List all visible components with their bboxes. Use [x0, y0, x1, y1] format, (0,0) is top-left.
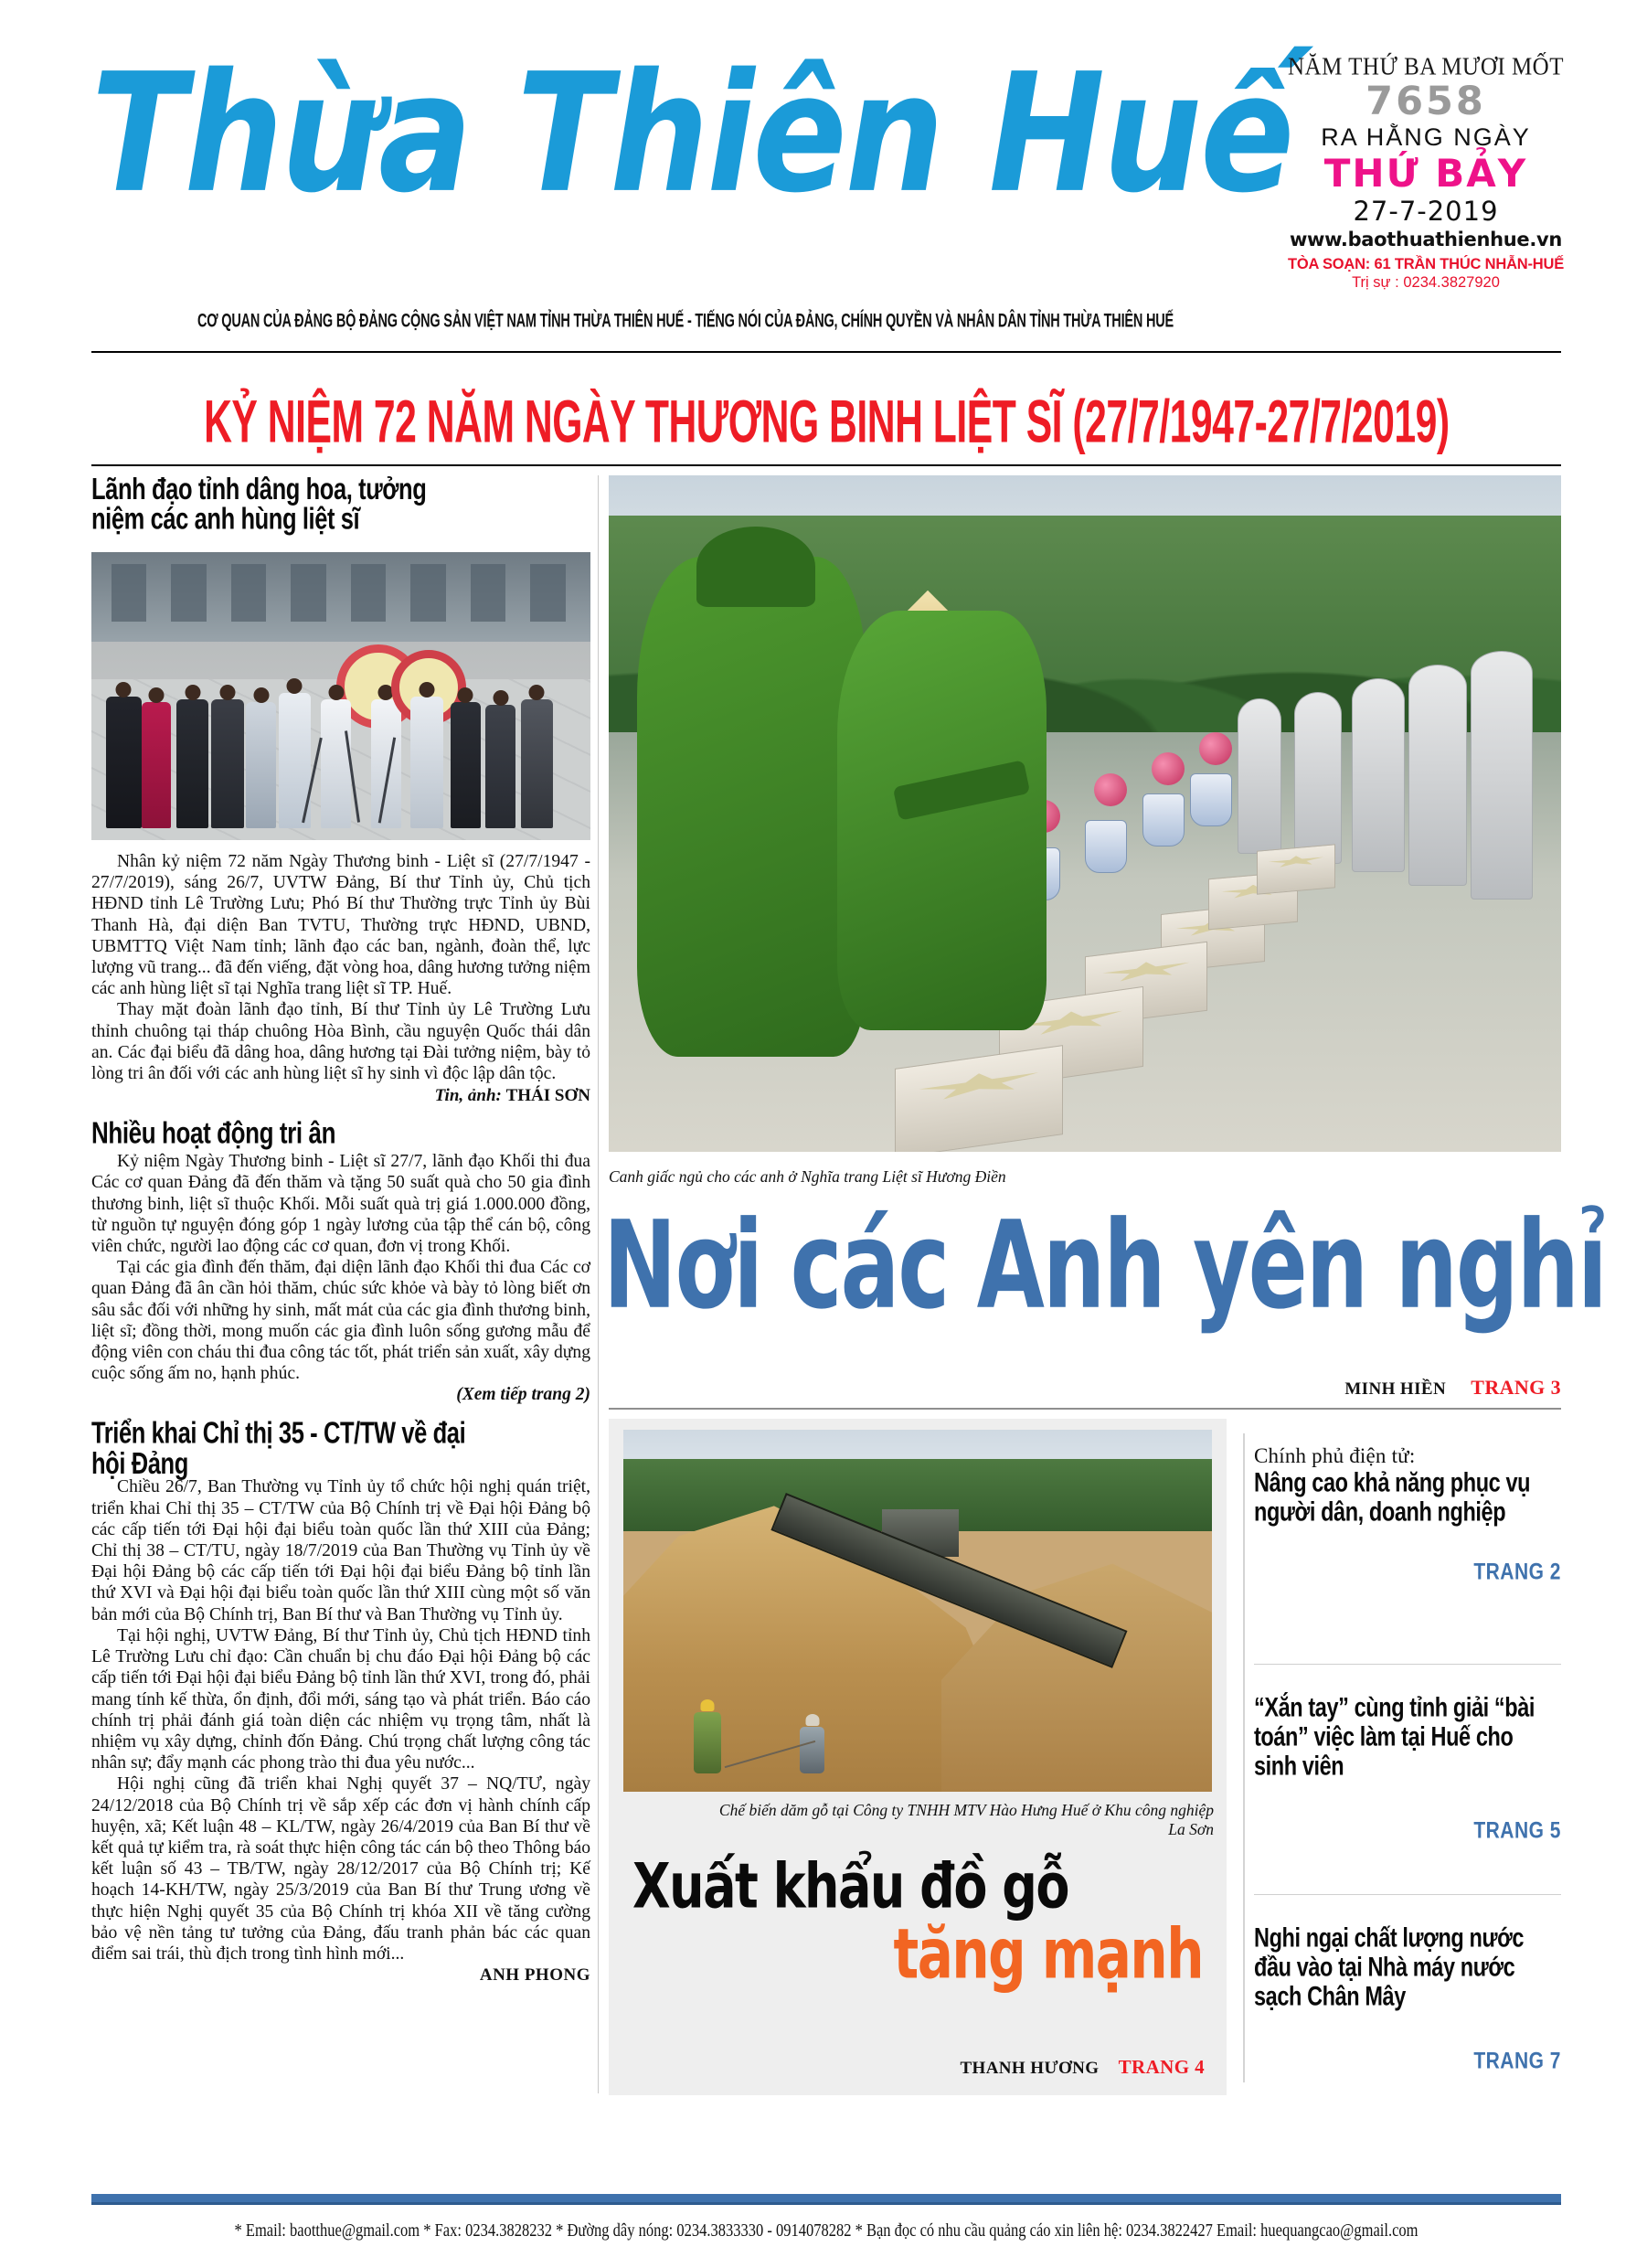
main-story-author: MINH HIỀN: [1344, 1379, 1447, 1399]
main-story-headline[interactable]: Nơi các Anh yên nghỉ: [603, 1194, 1606, 1336]
publication-weekday: THỨ BẢY: [1323, 151, 1528, 196]
article3-paragraph: Hội nghị cũng đã triển khai Nghị quyết 37 – NQ/TƯ, ngày 24/12/2018 của Bộ Chính trị về sắp xếp các đơn vị hành chính cấp huyện, xã; Kết luận 48 – KL/TW, ngày 26/4/2019 của Ban Bí thư về kết quả tự kiểm tra, rà soát thực hiện công tác cán bộ theo Thông báo kết luận số 43 – TB/TW, ngày 28/12/2017 của Bộ Chính trị; Kế hoạch 14-KH/TW, ngày 25/3/2019 của Ban Bí thư Trung ương về thực hiện Nghị quyết 35 của Bộ Chính trị khóa XII về tăng cường bảo vệ nền tảng tư tưởng của Đảng, đấu tranh phản bác các quan điểm sai trái, thù địch trong tình hình mới...: [91, 1774, 590, 1964]
teaser-kicker: Chính phủ điện tử:: [1254, 1444, 1416, 1467]
teaser-column: [1254, 1419, 1561, 2095]
teaser-column-divider: [1243, 1433, 1245, 2082]
byline-label: Tin, ảnh:: [434, 1086, 502, 1106]
teaser-title[interactable]: “Xắn tay” cùng tỉnh giải “bài toán” việc làm tại Huế cho sinh viên: [1254, 1691, 1535, 1781]
footer-bar-shadow: [91, 2202, 1561, 2205]
publication-frequency: RA HẰNG NGÀY: [1321, 123, 1531, 151]
wood-export-headline-line1[interactable]: Xuất khẩu đồ gỗ: [632, 1849, 1068, 1922]
teaser-item[interactable]: [1254, 1444, 1561, 1585]
article1-photo: [91, 552, 590, 840]
article3-paragraph: Chiều 26/7, Ban Thường vụ Tỉnh ủy tổ chức hội nghị quán triệt, triển khai Chỉ thị 35 – CT/TW của Bộ Chính trị về Đại hội Đảng bộ các cấp tiến tới Đại hội đại biểu toàn quốc lần thứ XIII của Đảng; Chỉ thị 38 – CT/TU, ngày 18/7/2019 của Ban Thường vụ Tỉnh ủy về Đại hội Đảng bộ các cấp tiến tới Đại hội đại biểu Đảng bộ tỉnh lần thứ XVI và Đại hội đại biểu toàn quốc lần thứ XIII cùng một số văn bản mới của Bộ Chính trị, Ban Bí thư và Ban Thường vụ Tỉnh ủy.: [91, 1477, 590, 1624]
article2-paragraph: Tại các gia đình đến thăm, đại diện lãnh đạo Khối thi đua Các cơ quan Đảng đã ân cần hỏi thăm, chúc sức khỏe và bày tỏ lòng biết ơn sâu sắc đối với những hy sinh, mất mát của các gia đình thương binh, liệt sĩ; đồng thời, mong muốn các gia đình luôn sống gương mẫu để động viên con cháu thi đua công tác tốt, phát triển sản xuất, xây dựng cuộc sống ấm no, hạnh phúc.: [91, 1258, 590, 1384]
teaser-separator: [1254, 1894, 1561, 1895]
teaser-title[interactable]: Nghi ngại chất lượng nước đầu vào tại Nhà máy nước sạch Chân Mây: [1254, 1922, 1525, 2011]
article1-body: [91, 851, 590, 1084]
office-address: TÒA SOẠN: 61 TRẦN THÚC NHẪN-HUẾ: [1287, 256, 1565, 272]
footer-contact-text: * Email: baotthue@gmail.com * Fax: 0234.3828232 * Đường dây nóng: 0234.3833330 - 0914078282 * Bạn đọc có nhu cầu quảng cáo xin liên hệ: 0234.3822427 Email: huequangcao@gmail.com: [234, 2220, 1419, 2241]
article1-headline[interactable]: Lãnh đạo tỉnh dâng hoa, tưởng niệm các anh hùng liệt sĩ: [91, 473, 427, 537]
office-phone: Trị sự : 0234.3827920: [1352, 274, 1500, 291]
anniversary-banner: [91, 389, 1561, 456]
column-divider-left: [598, 475, 599, 2093]
article3-headline[interactable]: Triển khai Chỉ thị 35 - CT/TW về đại hội Đảng: [91, 1417, 466, 1482]
article3-paragraph: Tại hội nghị, UVTW Đảng, Bí thư Tỉnh ủy, Chủ tịch HĐND tỉnh Lê Trường Lưu chỉ đạo: Cần chuẩn bị chu đáo Đại hội Đảng bộ các cấp tiến tới Đại hội đại biểu Đảng bộ tỉnh lần thứ XVI, trong đó, phải mang tính kế thừa, ổn định, đổi mới, sáng tạo và phát triển. Báo cáo chính trị phải đánh giá toàn diện các nhiệm vụ trọng tâm, nhất là nhiệm vụ xây dựng, chỉnh đốn Đảng. Chú trọng chất lượng công tác nhân sự; đẩy mạnh các phong trào thi đua yêu nước...: [91, 1625, 590, 1773]
wood-export-page-ref[interactable]: TRANG 4: [1118, 2056, 1205, 2078]
wood-export-headline-line2[interactable]: tăng mạnh: [893, 1913, 1203, 1995]
teaser-item[interactable]: [1254, 1691, 1561, 1844]
wood-export-caption: [625, 1801, 1214, 1839]
masthead-info-block: [1261, 55, 1590, 292]
publication-date: 27-7-2019: [1353, 196, 1499, 227]
teaser-item[interactable]: [1254, 1922, 1561, 2074]
main-story-photo: [609, 475, 1561, 1152]
byline-author: THÁI SƠN: [505, 1086, 590, 1106]
article2-body: [91, 1151, 590, 1384]
wood-export-photo: [623, 1430, 1212, 1792]
main-story-credit: [609, 1376, 1561, 1400]
masthead-subtitle: CƠ QUAN CỦA ĐẢNG BỘ ĐẢNG CỘNG SẢN VIỆT NAM TỈNH THỪA THIÊN HUẾ - TIẾNG NÓI CỦA ĐẢNG, CHÍNH QUYỀN VÀ NHÂN DÂN TỈNH THỪA THIÊN HUẾ: [197, 311, 1174, 333]
main-story-page-ref[interactable]: TRANG 3: [1471, 1376, 1561, 1399]
main-story-divider: [609, 1408, 1561, 1410]
article1-paragraph: Nhân kỷ niệm 72 năm Ngày Thương binh - Liệt sĩ (27/7/1947 - 27/7/2019), sáng 26/7, UVTW Đảng, Bí thư Tỉnh ủy, Chủ tịch HĐND tỉnh Lê Trường Lưu; Phó Bí thư Thường trực Tỉnh ủy Bùi Thanh Hà, đại diện Ban TVTU, Thường trực HĐND, UBND, UBMTTQ Việt Nam tỉnh; lãnh đạo các ban, ngành, đoàn thể, lực lượng vũ trang... đã đến viếng, đặt vòng hoa, dâng hương tưởng niệm các anh hùng liệt sĩ tại Nghĩa trang liệt sĩ TP. Huế.: [91, 852, 590, 999]
masthead-divider: [91, 351, 1561, 353]
wood-export-story: [609, 1419, 1227, 2095]
article3-credit: ANH PHONG: [479, 1965, 590, 1986]
article2-paragraph: Kỷ niệm Ngày Thương binh - Liệt sĩ 27/7, lãnh đạo Khối thi đua Các cơ quan Đảng đã đến thăm và tặng 50 suất quà cho 50 gia đình thương binh, liệt sĩ thuộc Khối. Mỗi suất quà trị giá 1.000.000 đồng, từ nguồn tự nguyện đóng góp 1 ngày lương của tập thể cán bộ, công viên chức, người lao động các cơ quan, đơn vị trong Khối.: [91, 1152, 590, 1257]
main-photo-caption: Canh giấc ngủ cho các anh ở Nghĩa trang Liệt sĩ Hương Điền: [609, 1167, 1006, 1186]
teaser-page-ref[interactable]: TRANG 2: [1473, 1560, 1561, 1585]
article1-byline: [91, 1086, 590, 1106]
wood-export-author: THANH HƯƠNG: [960, 2059, 1100, 2078]
wood-export-caption-line1: Chế biến dăm gỗ tại Công ty TNHH MTV Hào Hưng Huế ở Khu công nghiệp: [718, 1801, 1214, 1819]
wood-export-credit: [960, 2056, 1205, 2079]
teaser-title[interactable]: Nâng cao khả năng phục vụ người dân, doanh nghiệp: [1254, 1466, 1531, 1527]
footer-bar: [91, 2194, 1561, 2202]
issue-number: 7658: [1365, 79, 1486, 124]
teaser-page-ref[interactable]: TRANG 5: [1473, 1818, 1561, 1844]
banner-divider: [91, 464, 1561, 466]
volume-year: NĂM THỨ BA MƯƠI MỐT: [1287, 53, 1565, 81]
wood-export-caption-line2: La Sơn: [1168, 1820, 1214, 1838]
website-url[interactable]: www.baothuathienhue.vn: [1289, 229, 1563, 250]
left-column: [91, 475, 590, 1986]
anniversary-banner-text: KỶ NIỆM 72 NĂM NGÀY THƯƠNG BINH LIỆT SĨ (27/7/1947-27/7/2019): [203, 389, 1450, 456]
article3-body: [91, 1476, 590, 1965]
article2-continuation[interactable]: (Xem tiếp trang 2): [456, 1385, 590, 1405]
teaser-separator: [1254, 1664, 1561, 1665]
article2-headline[interactable]: Nhiều hoạt động tri ân: [91, 1114, 336, 1151]
masthead: [0, 0, 1647, 357]
newspaper-title: Thừa Thiên Huế: [91, 37, 1293, 229]
article1-paragraph: Thay mặt đoàn lãnh đạo tỉnh, Bí thư Tỉnh ủy Lê Trường Lưu thỉnh chuông tại tháp chuông Hòa Bình, cầu nguyện Quốc thái dân an. Các đại biểu đã dâng hoa, dâng hương tại Đài tưởng niệm, bày tỏ lòng tri ân đối với các anh hùng liệt sĩ hy sinh vì độc lập dân tộc.: [91, 1000, 590, 1084]
teaser-page-ref[interactable]: TRANG 7: [1473, 2049, 1561, 2074]
